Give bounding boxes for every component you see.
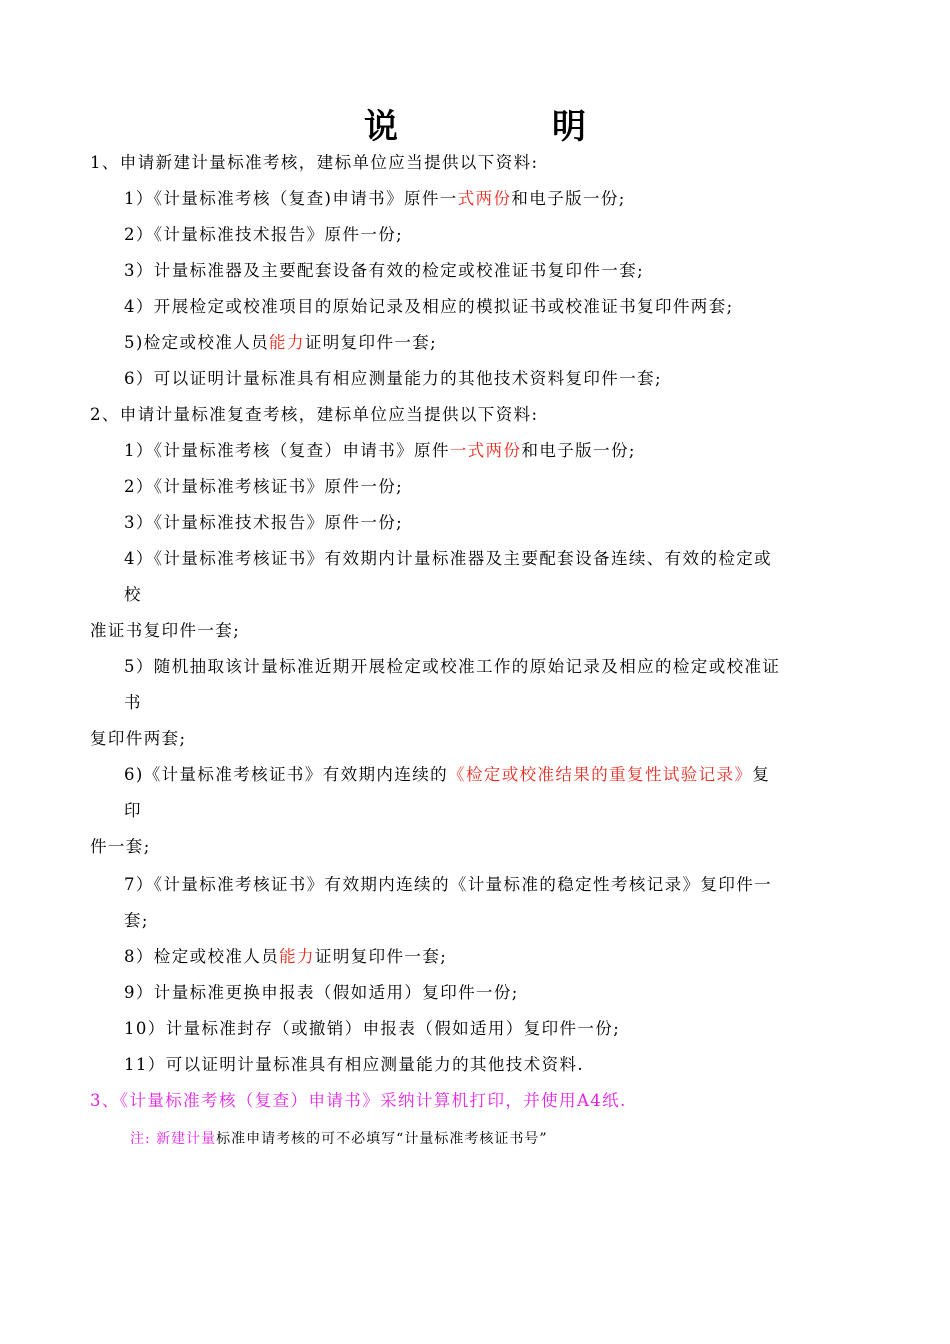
text-run: 准证书复印件一套; <box>90 621 241 640</box>
text-run: 4）开展检定或校准项目的原始记录及相应的模拟证书或校准证书复印件两套; <box>124 297 734 316</box>
section-2-item-4-wrap <box>124 584 142 606</box>
page-title: 说 明 <box>364 107 646 147</box>
section-2-item-5-continuation <box>90 728 186 750</box>
section-2-heading <box>90 404 538 426</box>
text-run: 1）《计量标准考核（复查)申请书》原件一 <box>124 189 458 208</box>
text-run: 6)《计量标准考核证书》有效期内连续的 <box>124 765 449 784</box>
text-run: 2）《计量标准技术报告》原件一份; <box>124 225 404 244</box>
footnote <box>130 1128 548 1150</box>
section-2-item-8 <box>124 946 447 968</box>
section-2-item-6-wrap <box>124 800 142 822</box>
section-1-item-4 <box>124 296 734 318</box>
section-2-item-2 <box>124 476 403 498</box>
text-run: 和电子版一份; <box>521 441 636 460</box>
text-run: 和电子版一份; <box>511 189 626 208</box>
highlight-red: 能力 <box>279 947 315 966</box>
text-run: 书 <box>124 693 142 712</box>
section-2-item-10 <box>124 1018 620 1040</box>
text-run: 7）《计量标准考核证书》有效期内连续的《计量标准的稳定性考核记录》复印件一 <box>124 875 773 894</box>
text-run: 1、申请新建计量标准考核，建标单位应当提供以下资料: <box>90 153 539 172</box>
highlight-red: 《检定或校准结果的重复性试验记录》 <box>448 765 753 784</box>
text-run: 3）计量标准器及主要配套设备有效的检定或校准证书复印件一套; <box>124 261 645 280</box>
section-3-heading <box>90 1090 627 1112</box>
section-2-item-5-wrap <box>124 692 142 714</box>
text-run: 3、《计量标准考核（复查）申请书》采纳计算机打印，并使用A4纸. <box>90 1091 627 1110</box>
text-run: 证明复印件一套; <box>304 333 438 352</box>
section-2-item-1 <box>124 440 636 462</box>
section-2-item-5 <box>124 656 780 678</box>
text-run: 5)检定或校准人员 <box>124 333 270 352</box>
section-2-item-7-wrap <box>124 910 149 932</box>
text-run: 6）可以证明计量标准具有相应测量能力的其他技术资料复印件一套; <box>124 369 662 388</box>
text-run: 2）《计量标准考核证书》原件一份; <box>124 477 404 496</box>
text-run: 套; <box>124 911 149 930</box>
section-1-heading <box>90 152 538 174</box>
section-2-item-6 <box>124 764 770 786</box>
text-run: 9）计量标准更换申报表（假如适用）复印件一份; <box>124 983 519 1002</box>
text-run: 1）《计量标准考核（复查）申请书》原件 <box>124 441 450 460</box>
section-2-item-9 <box>124 982 519 1004</box>
text-run: 3）《计量标准技术报告》原件一份; <box>124 513 404 532</box>
text-run: 11）可以证明计量标准具有相应测量能力的其他技术资料. <box>124 1055 585 1074</box>
section-2-item-4-continuation <box>90 620 240 642</box>
highlight-red: 一式两份 <box>449 441 522 460</box>
text-run: 8）检定或校准人员 <box>124 947 280 966</box>
section-2-item-3 <box>124 512 403 534</box>
section-2-item-11 <box>124 1054 584 1076</box>
section-2-item-4 <box>124 548 772 570</box>
text-run: 2、申请计量标准复查考核，建标单位应当提供以下资料: <box>90 405 539 424</box>
section-1-item-2 <box>124 224 403 246</box>
highlight-red: 式两份 <box>457 189 512 208</box>
text-run: 5）随机抽取该计量标准近期开展检定或校准工作的原始记录及相应的检定或校准证 <box>124 657 781 676</box>
section-1-item-3 <box>124 260 644 282</box>
text-run: 4）《计量标准考核证书》有效期内计量标准器及主要配套设备连续、有效的检定或 <box>124 549 773 568</box>
text-run: 复 <box>752 765 771 784</box>
text-run: 复印件两套; <box>90 729 187 748</box>
text-run: 标准申请考核的可不必填写“计量标准考核证书号” <box>216 1131 548 1147</box>
section-1-item-1 <box>124 188 626 210</box>
section-2-item-6-continuation <box>90 836 151 858</box>
section-1-item-6 <box>124 368 662 390</box>
highlight-red: 能力 <box>269 333 305 352</box>
text-run: 校 <box>124 585 142 604</box>
text-run: 证明复印件一套; <box>314 947 448 966</box>
highlight-magenta: 注: 新建计量 <box>130 1131 217 1147</box>
section-1-item-5 <box>124 332 437 354</box>
text-run: 10）计量标准封存（或撤销）申报表（假如适用）复印件一份; <box>124 1019 621 1038</box>
section-2-item-7 <box>124 874 772 896</box>
text-run: 印 <box>124 801 142 820</box>
text-run: 件一套; <box>90 837 151 856</box>
